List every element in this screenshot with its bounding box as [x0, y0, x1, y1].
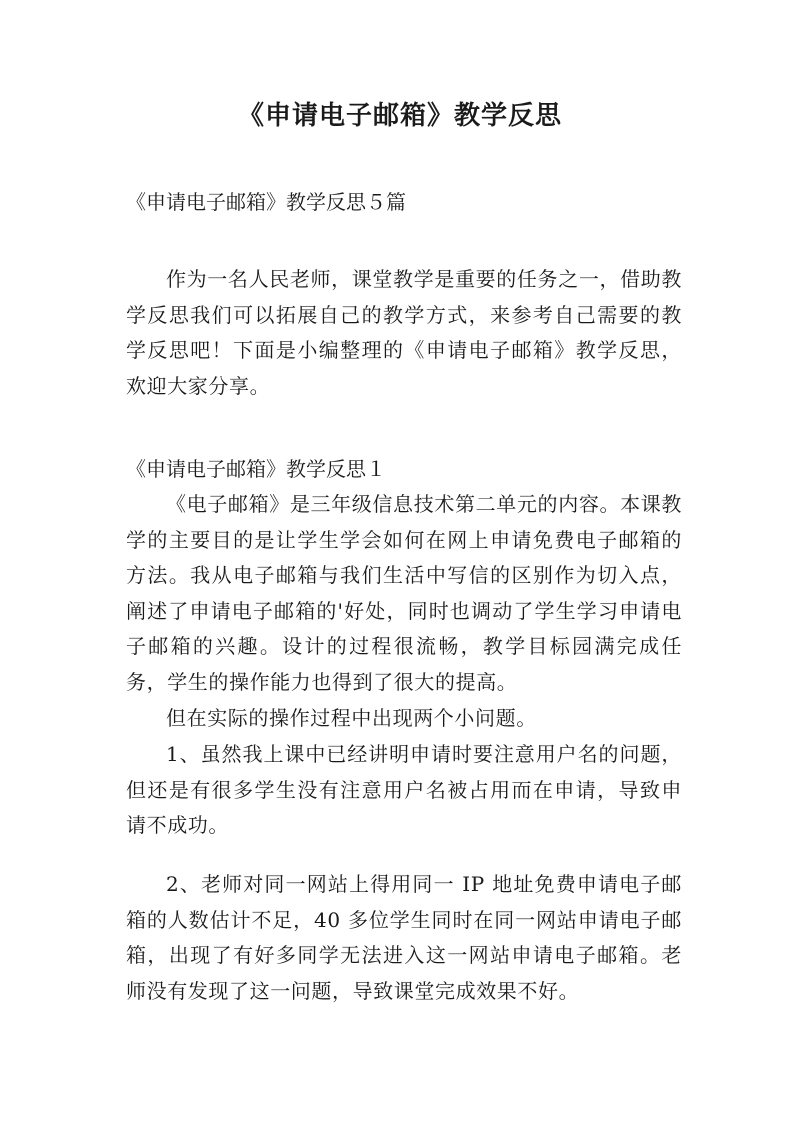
document-subtitle: 《申请电子邮箱》教学反思５篇 [126, 190, 406, 214]
document-title: 《申请电子邮箱》教学反思 [237, 101, 562, 131]
body-paragraph-1: 《电子邮箱》是三年级信息技术第二单元的内容。本课教学的主要目的是让学生学会如何在网上申请免费电子邮箱的方法。我从电子邮箱与我们生活中写信的区别作为切入点，阐述了申请电子邮箱的'好处，同时也调动了学生学习申请电子邮箱的兴趣。设计的过程很流畅，教学目标园满完成任务，学生的操作能力也得到了很大的提高。 [126, 492, 682, 694]
body-paragraph-3: 1、虽然我上课中已经讲明申请时要注意用户名的问题，但还是有很多学生没有注意用户名被占用而在申请，导致申请不成功。 [126, 742, 682, 837]
intro-paragraph: 作为一名人民老师，课堂教学是重要的任务之一，借助教学反思我们可以拓展自己的教学方式，来参考自己需要的教学反思吧！下面是小编整理的《申请电子邮箱》教学反思，欢迎大家分享。 [126, 267, 682, 398]
section-heading: 《申请电子邮箱》教学反思１ [126, 457, 386, 481]
body-paragraph-4: 2、老师对同一网站上得用同一 IP 地址免费申请电子邮箱的人数估计不足，40 多位学生同时在同一网站申请电子邮箱，出现了有好多同学无法进入这一网站申请电子邮箱。老师没有发现了这一问题，导致课堂完成效果不好。 [126, 872, 682, 1003]
body-paragraph-2: 但在实际的操作过程中出现两个小问题。 [166, 706, 537, 730]
